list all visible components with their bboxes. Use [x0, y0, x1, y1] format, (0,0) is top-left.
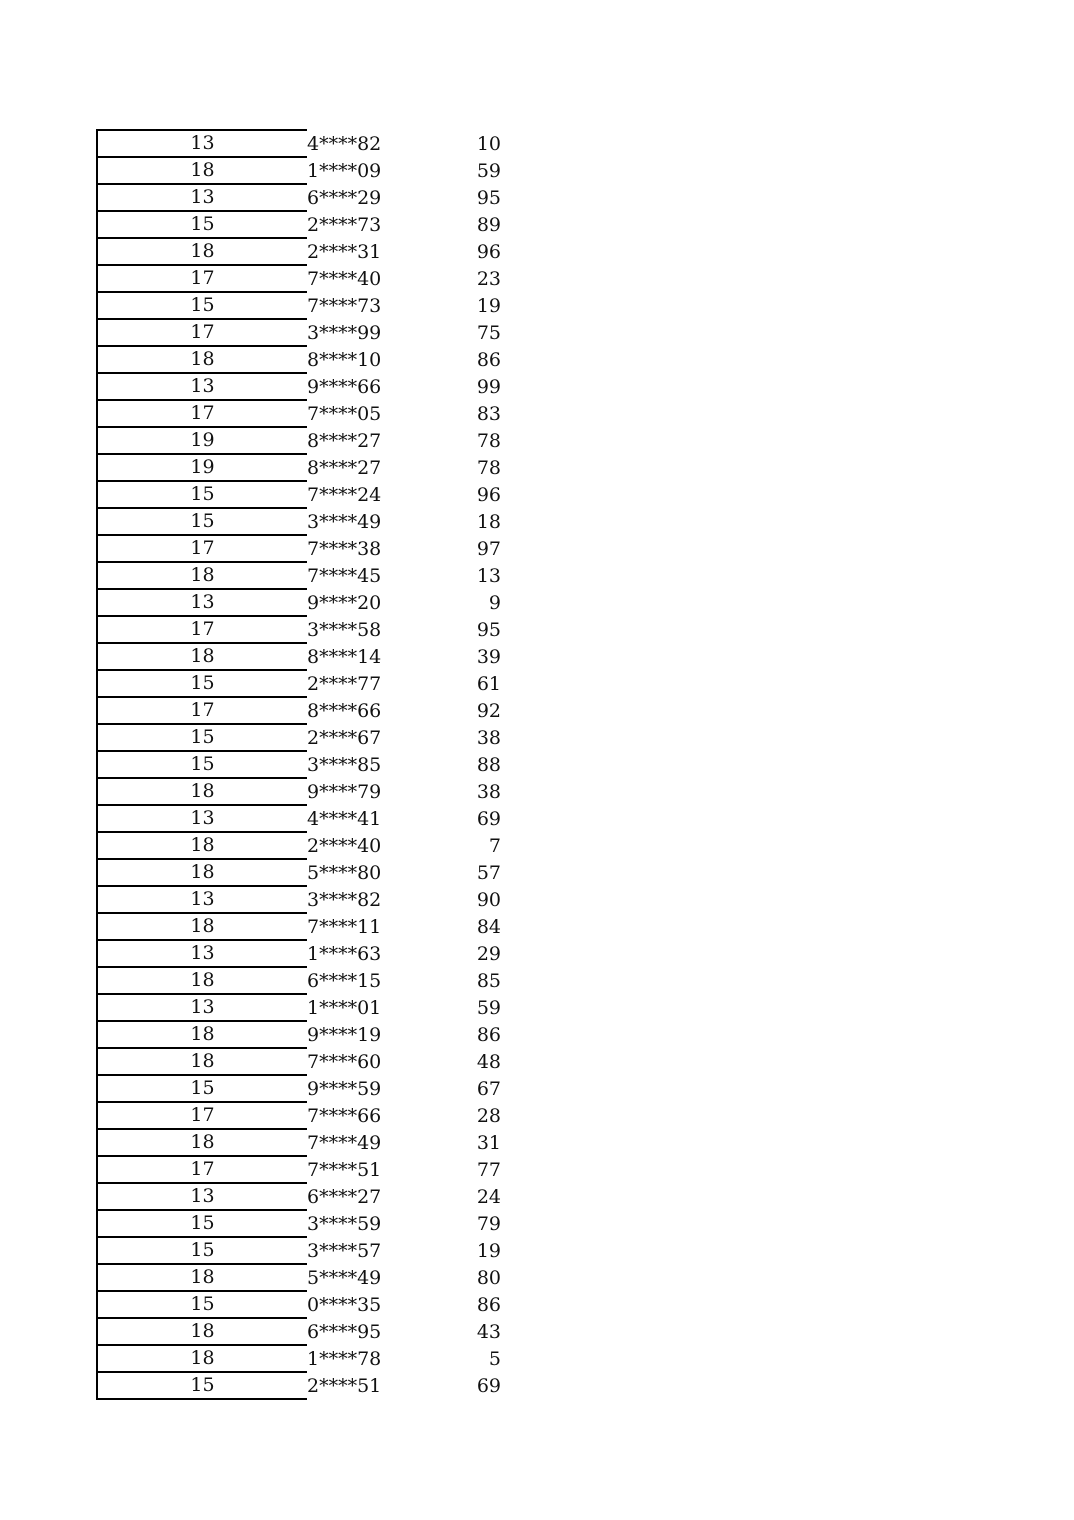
table-row: [97, 670, 501, 697]
cell-col-b[interactable]: 0****35: [307, 1294, 382, 1316]
table-row: [97, 1237, 501, 1264]
cell-col-b[interactable]: 3****82: [307, 889, 382, 911]
table-row: [97, 1048, 501, 1075]
cell-col-b[interactable]: 3****57: [307, 1240, 382, 1262]
table-row: [97, 1345, 501, 1372]
table-row: [97, 940, 501, 967]
table-row: [97, 454, 501, 481]
cell-col-a[interactable]: 18: [97, 967, 307, 994]
cell-col-a[interactable]: 13: [97, 940, 307, 967]
cell-col-c[interactable]: 10: [476, 133, 501, 155]
cell-col-a[interactable]: 18: [97, 643, 307, 670]
cell-col-b[interactable]: 2****31: [307, 241, 382, 263]
table-row: [97, 1021, 501, 1048]
table-row: [97, 913, 501, 940]
cell-col-c[interactable]: 23: [476, 268, 501, 290]
cell-col-a[interactable]: 17: [97, 265, 307, 292]
cell-col-c[interactable]: 57: [476, 862, 501, 884]
table-row: [97, 805, 501, 832]
cell-col-b[interactable]: 8****10: [307, 349, 382, 371]
cell-col-b[interactable]: 6****15: [307, 970, 382, 992]
cell-col-c[interactable]: 97: [476, 538, 501, 560]
cell-col-c[interactable]: 99: [476, 376, 501, 398]
cell-col-c[interactable]: 96: [476, 241, 501, 263]
table-row: [97, 616, 501, 643]
cell-col-c[interactable]: 96: [476, 484, 501, 506]
cell-col-b[interactable]: 6****27: [307, 1186, 382, 1208]
table-row: [97, 400, 501, 427]
cell-col-b[interactable]: 7****51: [307, 1159, 382, 1181]
cell-col-c[interactable]: 59: [476, 160, 501, 182]
cell-col-a[interactable]: 17: [97, 319, 307, 346]
cell-col-c[interactable]: 9: [488, 592, 501, 614]
cell-col-b[interactable]: 1****01: [307, 997, 382, 1019]
table-row: [97, 238, 501, 265]
table-row: [97, 778, 501, 805]
table-row: [97, 1291, 501, 1318]
cell-col-c[interactable]: 69: [476, 808, 501, 830]
cell-col-a[interactable]: 13: [97, 994, 307, 1021]
table-row: [97, 1318, 501, 1345]
cell-col-a[interactable]: 15: [97, 1237, 307, 1264]
cell-col-c[interactable]: 78: [476, 430, 501, 452]
cell-col-a[interactable]: 18: [97, 859, 307, 886]
cell-col-a[interactable]: 18: [97, 832, 307, 859]
cell-col-c[interactable]: 78: [476, 457, 501, 479]
cell-col-b[interactable]: 9****20: [307, 592, 382, 614]
cell-col-c[interactable]: 84: [476, 916, 501, 938]
cell-col-c[interactable]: 39: [476, 646, 501, 668]
cell-col-c[interactable]: 7: [488, 835, 501, 857]
cell-col-a[interactable]: 18: [97, 1021, 307, 1048]
cell-col-b[interactable]: 8****66: [307, 700, 382, 722]
cell-col-b[interactable]: 2****67: [307, 727, 382, 749]
cell-col-a[interactable]: 13: [97, 886, 307, 913]
cell-col-b[interactable]: 3****49: [307, 511, 382, 533]
cell-col-b[interactable]: 2****77: [307, 673, 382, 695]
cell-col-b[interactable]: 9****66: [307, 376, 382, 398]
cell-col-c[interactable]: 61: [476, 673, 501, 695]
cell-col-b[interactable]: 9****19: [307, 1024, 382, 1046]
cell-col-a[interactable]: 17: [97, 1102, 307, 1129]
table-row: [97, 157, 501, 184]
cell-col-c[interactable]: 28: [476, 1105, 501, 1127]
table-row: [97, 211, 501, 238]
cell-col-a[interactable]: 15: [97, 292, 307, 319]
cell-col-b[interactable]: 9****79: [307, 781, 382, 803]
cell-col-b[interactable]: 2****73: [307, 214, 382, 236]
cell-col-c[interactable]: 19: [476, 1240, 501, 1262]
table-row: [97, 886, 501, 913]
cell-col-a[interactable]: 18: [97, 778, 307, 805]
cell-col-c[interactable]: 79: [476, 1213, 501, 1235]
cell-col-b[interactable]: 7****45: [307, 565, 382, 587]
cell-col-b[interactable]: 3****99: [307, 322, 382, 344]
table-row: [97, 130, 501, 157]
cell-col-a[interactable]: 18: [97, 157, 307, 184]
table-row: [97, 1183, 501, 1210]
cell-col-a[interactable]: 18: [97, 1318, 307, 1345]
table-row: [97, 481, 501, 508]
cell-col-c[interactable]: 95: [476, 187, 501, 209]
table-row: [97, 1264, 501, 1291]
cell-col-b[interactable]: 7****38: [307, 538, 382, 560]
cell-col-c[interactable]: 92: [476, 700, 501, 722]
cell-col-c[interactable]: 83: [476, 403, 501, 425]
table-row: [97, 373, 501, 400]
cell-col-b[interactable]: 3****58: [307, 619, 382, 641]
cell-col-b[interactable]: 1****63: [307, 943, 382, 965]
cell-col-c[interactable]: 43: [476, 1321, 501, 1343]
cell-col-c[interactable]: 85: [476, 970, 501, 992]
cell-col-a[interactable]: 18: [97, 238, 307, 265]
cell-col-a[interactable]: 15: [97, 1291, 307, 1318]
cell-col-a[interactable]: 18: [97, 1048, 307, 1075]
cell-col-b[interactable]: 3****59: [307, 1213, 382, 1235]
cell-col-b[interactable]: 7****49: [307, 1132, 382, 1154]
cell-col-b[interactable]: 1****09: [307, 160, 382, 182]
cell-col-c[interactable]: 19: [476, 295, 501, 317]
cell-col-c[interactable]: 69: [476, 1375, 501, 1397]
cell-col-b[interactable]: 1****78: [307, 1348, 382, 1370]
cell-col-a[interactable]: 17: [97, 1156, 307, 1183]
cell-col-a[interactable]: 13: [97, 589, 307, 616]
cell-col-b[interactable]: 8****14: [307, 646, 382, 668]
cell-col-c[interactable]: 86: [476, 1294, 501, 1316]
table-row: [97, 589, 501, 616]
cell-col-b[interactable]: 9****59: [307, 1078, 382, 1100]
table-row: [97, 751, 501, 778]
cell-col-c[interactable]: 95: [476, 619, 501, 641]
cell-col-a[interactable]: 18: [97, 346, 307, 373]
cell-col-c[interactable]: 89: [476, 214, 501, 236]
cell-col-c[interactable]: 48: [476, 1051, 501, 1073]
table-row: [97, 724, 501, 751]
cell-col-c[interactable]: 88: [476, 754, 501, 776]
cell-col-b[interactable]: 8****27: [307, 430, 382, 452]
cell-col-c[interactable]: 38: [476, 727, 501, 749]
cell-col-c[interactable]: 86: [476, 1024, 501, 1046]
cell-col-b[interactable]: 3****85: [307, 754, 382, 776]
cell-col-b[interactable]: 7****66: [307, 1105, 382, 1127]
table-row: [97, 319, 501, 346]
cell-col-b[interactable]: 7****60: [307, 1051, 382, 1073]
table-row: [97, 427, 501, 454]
cell-col-a[interactable]: 15: [97, 1075, 307, 1102]
cell-col-c[interactable]: 90: [476, 889, 501, 911]
cell-col-a[interactable]: 19: [97, 427, 307, 454]
cell-col-a[interactable]: 15: [97, 1210, 307, 1237]
table-row: [97, 508, 501, 535]
cell-col-b[interactable]: 7****40: [307, 268, 382, 290]
table-row: [97, 184, 501, 211]
cell-col-c[interactable]: 77: [476, 1159, 501, 1181]
data-table: [96, 129, 501, 1400]
cell-col-a[interactable]: 15: [97, 211, 307, 238]
cell-col-a[interactable]: 17: [97, 697, 307, 724]
cell-col-a[interactable]: 19: [97, 454, 307, 481]
table-row: [97, 265, 501, 292]
cell-col-c[interactable]: 31: [476, 1132, 501, 1154]
cell-col-b[interactable]: 6****95: [307, 1321, 382, 1343]
cell-col-b[interactable]: 7****24: [307, 484, 382, 506]
cell-col-b[interactable]: 7****11: [307, 916, 382, 938]
cell-col-a[interactable]: 18: [97, 1345, 307, 1372]
cell-col-a[interactable]: 17: [97, 535, 307, 562]
table-row: [97, 967, 501, 994]
cell-col-b[interactable]: 7****73: [307, 295, 382, 317]
table-row: [97, 1129, 501, 1156]
table-row: [97, 1075, 501, 1102]
cell-col-c[interactable]: 38: [476, 781, 501, 803]
table-row: [97, 832, 501, 859]
cell-col-b[interactable]: 8****27: [307, 457, 382, 479]
table-row: [97, 1156, 501, 1183]
cell-col-a[interactable]: 18: [97, 1129, 307, 1156]
cell-col-b[interactable]: 7****05: [307, 403, 382, 425]
cell-col-a[interactable]: 18: [97, 562, 307, 589]
cell-col-a[interactable]: 15: [97, 724, 307, 751]
cell-col-c[interactable]: 67: [476, 1078, 501, 1100]
cell-col-a[interactable]: 18: [97, 1264, 307, 1291]
cell-col-b[interactable]: 5****49: [307, 1267, 382, 1289]
cell-col-a[interactable]: 13: [97, 373, 307, 400]
cell-col-c[interactable]: 75: [476, 322, 501, 344]
cell-col-c[interactable]: 24: [476, 1186, 501, 1208]
cell-col-a[interactable]: 15: [97, 508, 307, 535]
cell-col-c[interactable]: 5: [488, 1348, 501, 1370]
cell-col-a[interactable]: 15: [97, 481, 307, 508]
cell-col-b[interactable]: 5****80: [307, 862, 382, 884]
table-row: [97, 562, 501, 589]
cell-col-c[interactable]: 29: [476, 943, 501, 965]
cell-col-a[interactable]: 13: [97, 184, 307, 211]
cell-col-c[interactable]: 86: [476, 349, 501, 371]
table-body: [97, 130, 501, 1399]
cell-col-a[interactable]: 17: [97, 400, 307, 427]
cell-col-a[interactable]: 15: [97, 1372, 307, 1399]
table-row: [97, 1102, 501, 1129]
cell-col-a[interactable]: 13: [97, 1183, 307, 1210]
table-row: [97, 994, 501, 1021]
table-row: [97, 346, 501, 373]
table-row: [97, 643, 501, 670]
table-row: [97, 1372, 501, 1399]
cell-col-b[interactable]: 2****51: [307, 1375, 382, 1397]
table-row: [97, 1210, 501, 1237]
table-row: [97, 292, 501, 319]
table-row: [97, 859, 501, 886]
cell-col-a[interactable]: 13: [97, 805, 307, 832]
cell-col-b[interactable]: 6****29: [307, 187, 382, 209]
cell-col-c[interactable]: 80: [476, 1267, 501, 1289]
cell-col-a[interactable]: 17: [97, 616, 307, 643]
cell-col-c[interactable]: 18: [476, 511, 501, 533]
cell-col-a[interactable]: 13: [97, 130, 307, 157]
cell-col-a[interactable]: 15: [97, 670, 307, 697]
cell-col-b[interactable]: 4****82: [307, 133, 382, 155]
cell-col-c[interactable]: 59: [476, 997, 501, 1019]
table-row: [97, 535, 501, 562]
cell-col-b[interactable]: 4****41: [307, 808, 382, 830]
cell-col-b[interactable]: 2****40: [307, 835, 382, 857]
cell-col-a[interactable]: 15: [97, 751, 307, 778]
cell-col-c[interactable]: 13: [476, 565, 501, 587]
cell-col-a[interactable]: 18: [97, 913, 307, 940]
table-row: [97, 697, 501, 724]
